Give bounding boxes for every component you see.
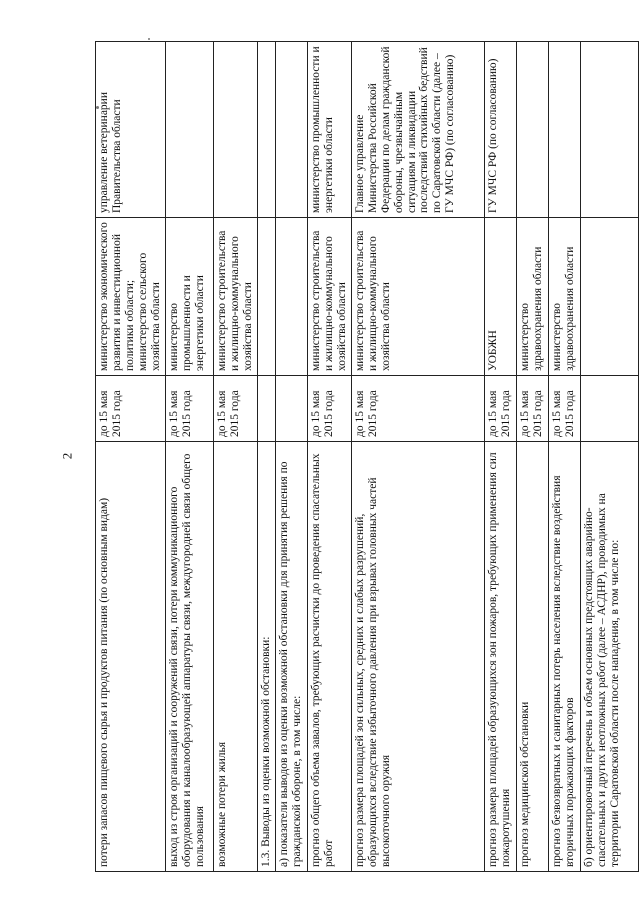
coexecutor-cell: министерство промышленности и энергетики области <box>308 42 352 218</box>
table-row <box>276 42 308 872</box>
deadline-cell: до 15 мая 2015 года <box>352 376 485 442</box>
event-cell: прогноз медицинской обстановки <box>517 442 549 872</box>
executor-cell: УОБЖН <box>485 218 517 376</box>
event-cell: прогноз размера площадей зон сильных, средних и слабых разрушений, образующихся вследствие избыточного давления при взрывах головных частей высокоточного оружия <box>352 442 485 872</box>
event-cell: потери запасов пищевого сырья и продуктов питания (по основным видам) <box>96 442 166 872</box>
deadline-cell: до 15 мая 2015 года <box>517 376 549 442</box>
plan-table-container <box>95 42 621 872</box>
table-row <box>258 42 276 872</box>
event-cell: а) показатели выводов из оценки возможной обстановки для принятия решения по гражданской обороне, в том числе: <box>276 442 308 872</box>
section-heading-cell: 1.3. Выводы из оценки возможной обстановки: <box>258 442 276 872</box>
executor-cell <box>276 218 308 376</box>
deadline-cell: до 15 мая 2015 года <box>485 376 517 442</box>
deadline-cell: до 15 мая 2015 года <box>308 376 352 442</box>
deadline-cell: до 15 мая 2015 года <box>549 376 581 442</box>
executor-cell: министерство строительства и жилищно-коммунального хозяйства области <box>352 218 485 376</box>
coexecutor-cell: ГУ МЧС РФ (по согласованию) <box>485 42 517 218</box>
deadline-cell <box>258 376 276 442</box>
coexecutor-cell <box>581 42 639 218</box>
event-cell: прогноз размера площадей образующихся зон пожаров, требующих применения сил пожаротушения <box>485 442 517 872</box>
table-row <box>352 42 485 872</box>
event-cell: б) ориентировочный перечень и объем основных предстоящих аварийно-спасательных и других неотложных работ (далее – АСДНР), проводимых на территории Саратовской области после нападения, в том числе по: <box>581 442 639 872</box>
table-row <box>485 42 517 872</box>
coexecutor-cell <box>549 42 581 218</box>
executor-cell: министерство экономического развития и инвестиционной политики области; министерство сельского хозяйства области <box>96 218 166 376</box>
executor-cell: министерство строительства и жилищно-коммунального хозяйства области <box>308 218 352 376</box>
executor-cell: министерство строительства и жилищно-коммунального хозяйства области <box>214 218 258 376</box>
executor-cell <box>581 218 639 376</box>
table-row <box>214 42 258 872</box>
table-row <box>166 42 214 872</box>
executor-cell: министерство здравоохранения области <box>517 218 549 376</box>
table-row <box>96 42 166 872</box>
table-row <box>549 42 581 872</box>
executor-cell: министерство промышленности и энергетики области <box>166 218 214 376</box>
plan-table <box>95 41 639 872</box>
table-row <box>308 42 352 872</box>
coexecutor-cell: управление ветеринарии Правительства области <box>96 42 166 218</box>
coexecutor-cell <box>214 42 258 218</box>
coexecutor-cell <box>258 42 276 218</box>
coexecutor-cell <box>166 42 214 218</box>
executor-cell: министерство здравоохранения области <box>549 218 581 376</box>
deadline-cell <box>276 376 308 442</box>
event-cell: прогноз безвозвратных и санитарных потерь населения вследствие воздействия вторичных поражающих факторов <box>549 442 581 872</box>
table-row <box>581 42 639 872</box>
event-cell: возможные потери жилья <box>214 442 258 872</box>
deadline-cell: до 15 мая 2015 года <box>166 376 214 442</box>
deadline-cell: до 15 мая 2015 года <box>214 376 258 442</box>
coexecutor-cell: Главное управление Министерства Российской Федерации по делам гражданской обороны, чрезвычайным ситуациям и ликвидации последствий стихийных бедствий по Саратовской области (далее – ГУ МЧС РФ) (по согласованию) <box>352 42 485 218</box>
deadline-cell <box>581 376 639 442</box>
event-cell: выход из строя организаций и сооружений связи, потери коммуникационного оборудования и каналообразующей аппаратуры связи, междугородней связи общего пользования <box>166 442 214 872</box>
table-row <box>517 42 549 872</box>
page-number: 2 <box>59 452 75 460</box>
coexecutor-cell <box>517 42 549 218</box>
coexecutor-cell <box>276 42 308 218</box>
event-cell: прогноз общего объема завалов, требующих расчистки до проведения спасательных работ <box>308 442 352 872</box>
scan-speck <box>148 38 150 40</box>
executor-cell <box>258 218 276 376</box>
deadline-cell: до 15 мая 2015 года <box>96 376 166 442</box>
